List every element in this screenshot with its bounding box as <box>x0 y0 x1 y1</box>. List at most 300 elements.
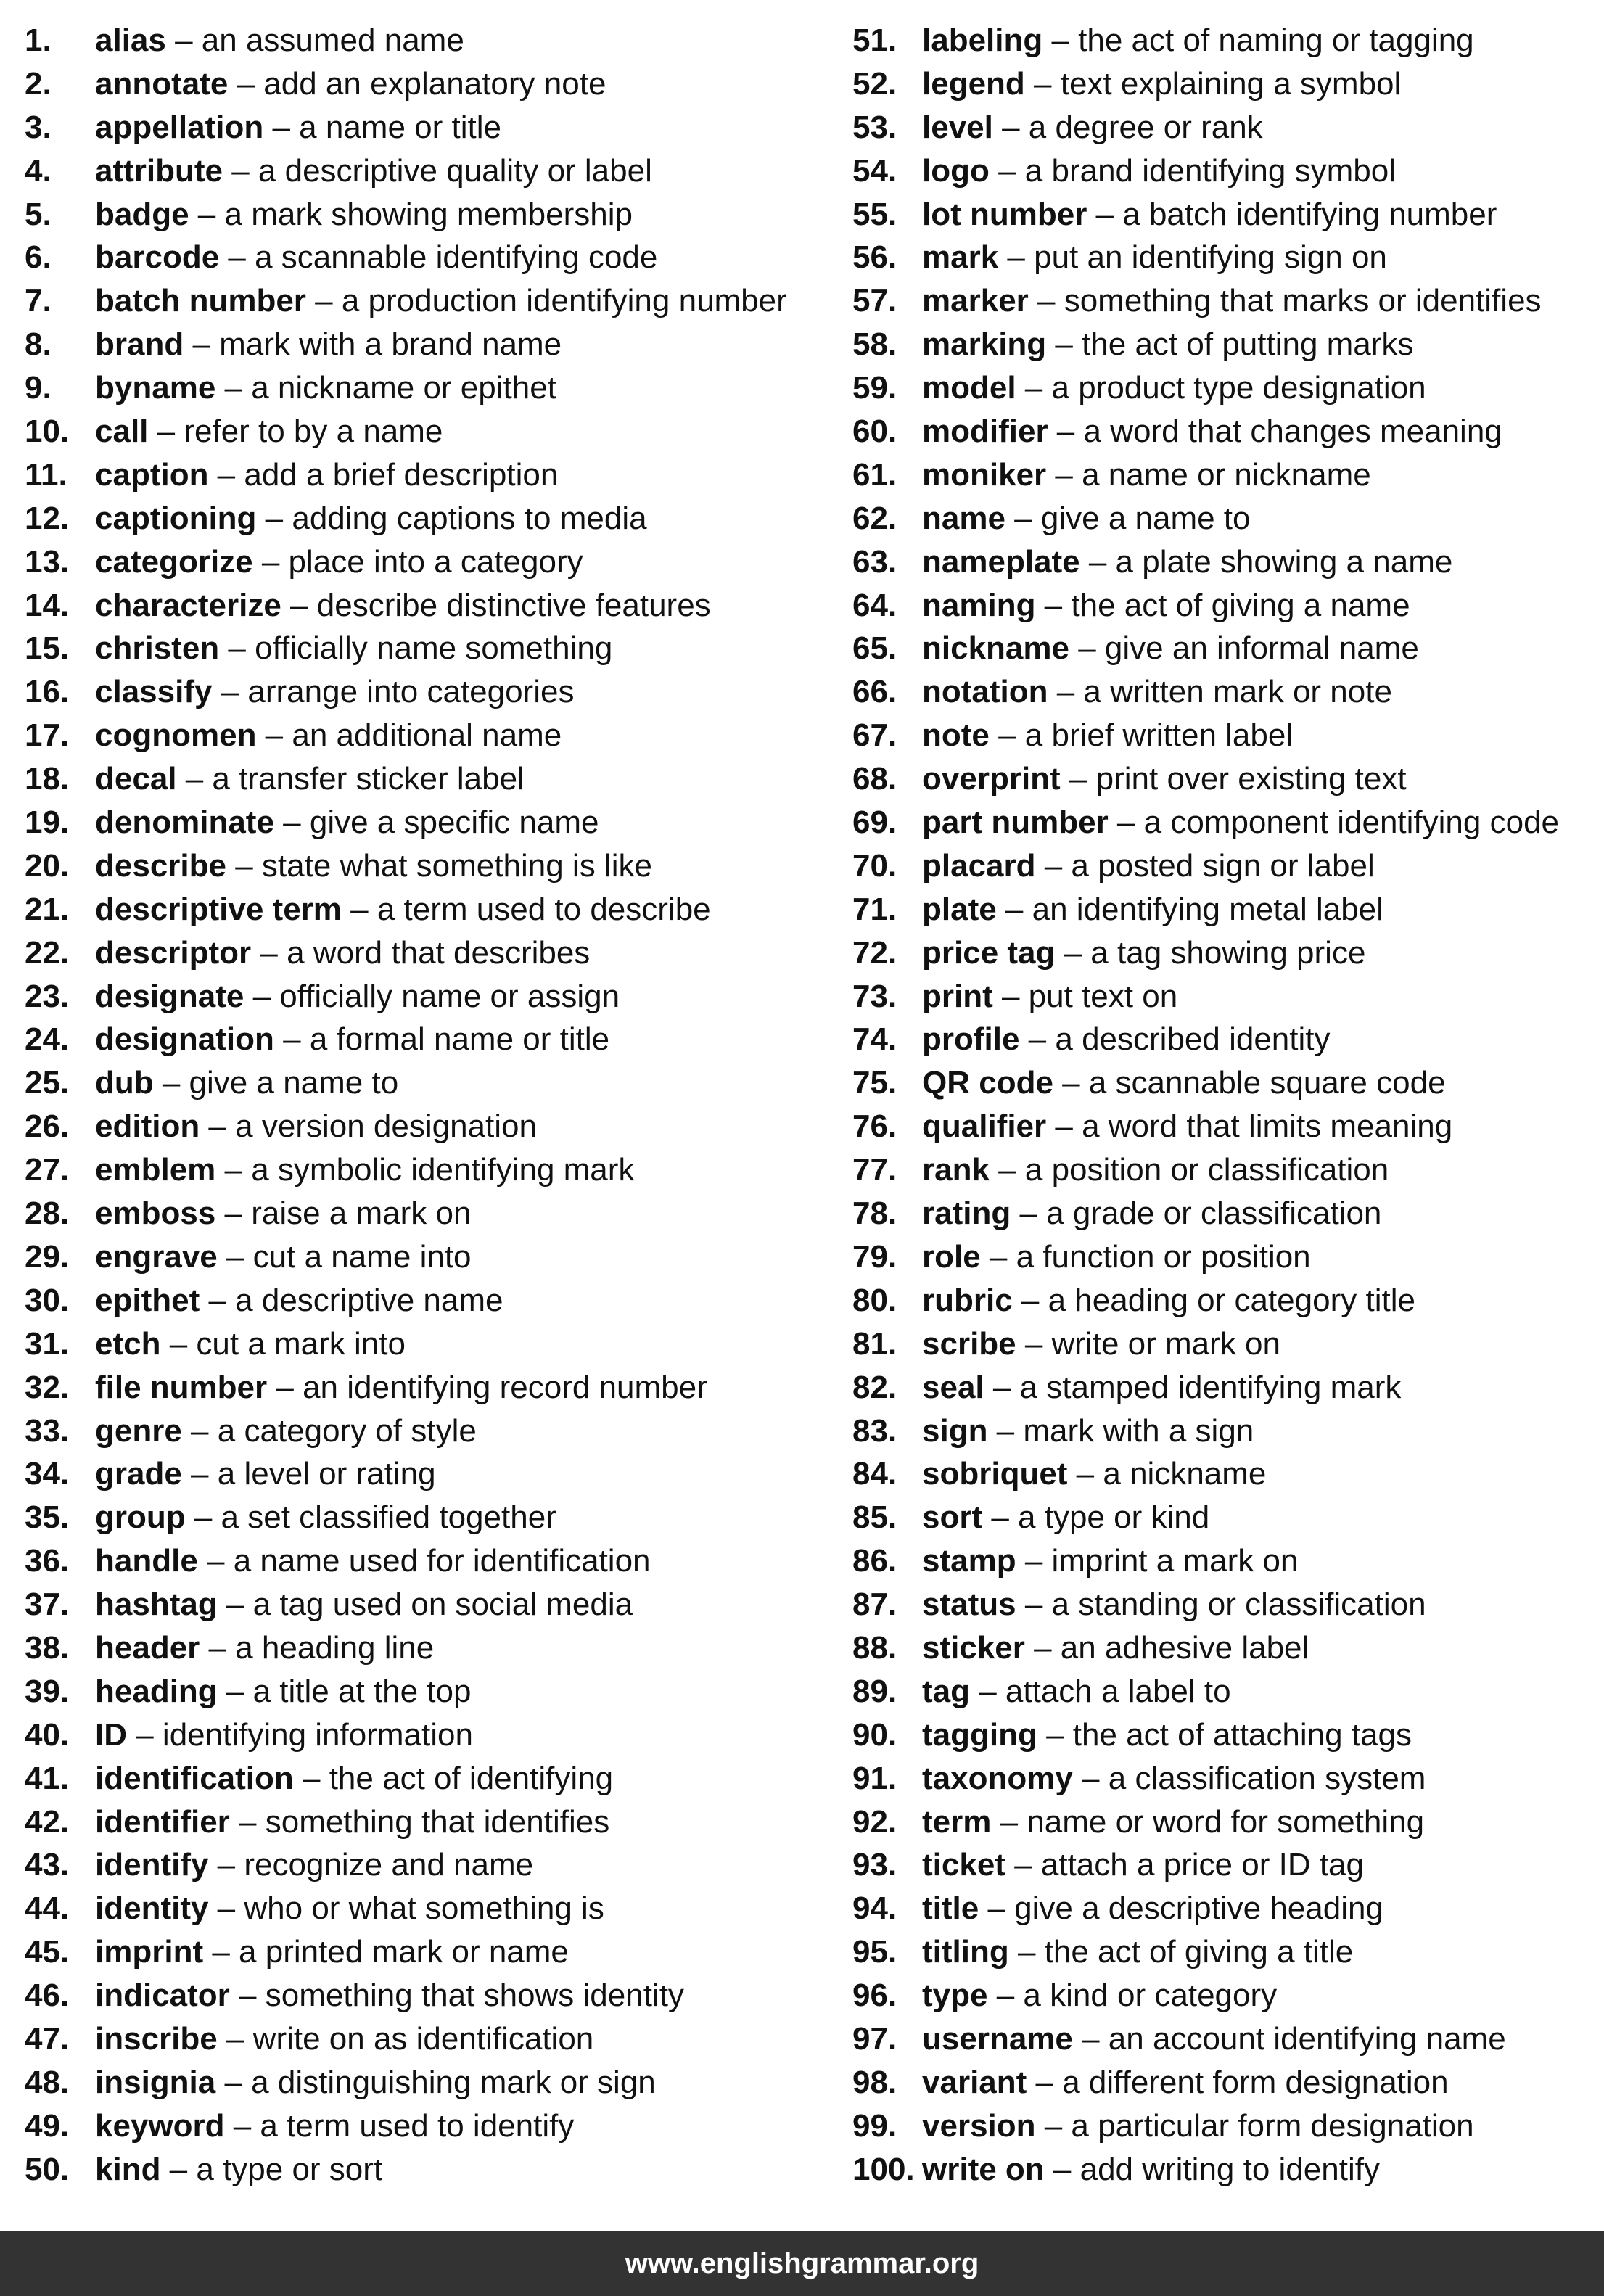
item-text <box>922 1930 1353 1974</box>
item-word: descriptor <box>95 934 252 971</box>
item-definition: – a brand identifying symbol <box>989 152 1396 189</box>
item-definition: – the act of identifying <box>293 1760 614 1796</box>
item-word: batch number <box>95 283 306 319</box>
item-definition: – a plate showing a name <box>1079 543 1453 580</box>
item-definition: – cut a name into <box>217 1238 472 1275</box>
item-text <box>95 1843 533 1887</box>
item-word: imprint <box>95 1934 204 1970</box>
list-item <box>852 453 1600 497</box>
item-text <box>922 279 1542 323</box>
item-text <box>922 1496 1209 1539</box>
item-definition: – a level or rating <box>181 1456 436 1492</box>
item-number: 53. <box>852 109 897 145</box>
item-definition: – something that shows identity <box>229 1978 684 2014</box>
item-text <box>95 1583 633 1626</box>
item-text <box>922 931 1365 975</box>
item-word: version <box>922 2107 1036 2144</box>
item-word: categorize <box>95 543 253 580</box>
item-number: 61. <box>852 456 897 493</box>
list-item <box>25 1887 823 1930</box>
list-item <box>25 627 823 670</box>
item-definition: – officially name something <box>219 630 613 667</box>
item-number: 71. <box>852 891 897 927</box>
item-definition: – a standing or classification <box>1016 1587 1426 1623</box>
item-word: inscribe <box>95 2020 218 2057</box>
list-item <box>25 1105 823 1148</box>
item-definition: – a different form designation <box>1027 2064 1449 2100</box>
item-text <box>922 1018 1331 1061</box>
item-text <box>922 1061 1446 1105</box>
item-text <box>922 453 1371 497</box>
item-number: 31. <box>25 1325 70 1362</box>
item-number: 98. <box>852 2064 897 2100</box>
item-word: naming <box>922 587 1036 623</box>
item-text <box>922 1583 1426 1626</box>
item-number: 47. <box>25 2020 70 2057</box>
item-text <box>922 193 1497 236</box>
item-word: denominate <box>95 805 274 841</box>
item-word: role <box>922 1238 981 1275</box>
item-word: epithet <box>95 1282 200 1318</box>
item-number: 65. <box>852 630 897 667</box>
item-definition: – describe distinctive features <box>281 587 711 623</box>
item-text <box>95 1539 651 1583</box>
item-definition: – state what something is like <box>226 847 652 884</box>
item-number: 14. <box>25 587 70 623</box>
item-definition: – arrange into categories <box>212 674 575 710</box>
item-definition: – a particular form designation <box>1035 2107 1474 2144</box>
list-item <box>852 1235 1600 1279</box>
item-definition: – a title at the top <box>217 1673 472 1709</box>
item-word: kind <box>95 2151 161 2187</box>
item-word: moniker <box>922 456 1047 493</box>
item-definition: – mark with a brand name <box>184 326 562 363</box>
item-number: 83. <box>852 1412 897 1449</box>
item-definition: – a nickname or epithet <box>215 370 556 406</box>
item-word: sign <box>922 1412 988 1449</box>
item-definition: – a scannable identifying code <box>219 239 658 276</box>
list-item <box>25 1235 823 1279</box>
item-text <box>922 801 1559 844</box>
item-definition: – put an identifying sign on <box>998 239 1387 276</box>
item-word: seal <box>922 1369 984 1405</box>
item-word: rank <box>922 1152 990 1188</box>
item-definition: – text explaining a symbol <box>1024 65 1402 102</box>
item-number: 24. <box>25 1021 70 1058</box>
item-definition: – give a specific name <box>273 805 599 841</box>
item-word: marking <box>922 326 1047 363</box>
item-number: 84. <box>852 1456 897 1492</box>
list-item <box>852 1105 1600 1148</box>
item-word: stamp <box>922 1543 1016 1579</box>
item-definition: – a described identity <box>1019 1021 1331 1058</box>
item-definition: – a written mark or note <box>1048 674 1392 710</box>
item-number: 38. <box>25 1629 70 1666</box>
item-word: level <box>922 109 993 145</box>
item-definition: – a word that limits meaning <box>1046 1108 1453 1145</box>
item-number: 41. <box>25 1760 70 1796</box>
item-number: 82. <box>852 1369 897 1405</box>
list-item <box>25 1539 823 1583</box>
item-text <box>95 1887 604 1930</box>
item-number: 9. <box>25 370 52 406</box>
list-item <box>25 2148 823 2192</box>
item-word: keyword <box>95 2107 225 2144</box>
item-text <box>922 1801 1424 1844</box>
item-word: nameplate <box>922 543 1080 580</box>
list-item <box>25 2017 823 2061</box>
item-text <box>95 410 443 453</box>
list-item <box>25 1018 823 1061</box>
item-definition: – a printed mark or name <box>203 1934 569 1970</box>
word-list-column-left <box>25 19 823 2192</box>
item-number: 72. <box>852 934 897 971</box>
item-definition: – a component identifying code <box>1108 805 1560 841</box>
list-item <box>25 801 823 844</box>
item-number: 4. <box>25 152 52 189</box>
item-number: 70. <box>852 847 897 884</box>
item-definition: – a type or sort <box>160 2151 383 2187</box>
item-word: type <box>922 1978 988 2014</box>
item-word: print <box>922 978 993 1014</box>
item-number: 3. <box>25 109 52 145</box>
item-definition: – a descriptive quality or label <box>223 152 652 189</box>
list-item <box>852 931 1600 975</box>
item-word: mark <box>922 239 999 276</box>
item-number: 44. <box>25 1890 70 1927</box>
list-item <box>852 2148 1600 2192</box>
list-item <box>852 1801 1600 1844</box>
item-word: alias <box>95 22 166 58</box>
item-number: 43. <box>25 1847 70 1883</box>
item-number: 11. <box>25 456 67 493</box>
item-number: 56. <box>852 239 897 276</box>
list-item <box>852 2061 1600 2104</box>
item-definition: – the act of giving a name <box>1035 587 1410 623</box>
item-definition: – a scannable square code <box>1053 1065 1446 1101</box>
list-item <box>852 540 1600 584</box>
item-text <box>922 1410 1254 1453</box>
item-definition: – a degree or rank <box>992 109 1263 145</box>
item-number: 100. <box>852 2151 915 2187</box>
list-item <box>25 323 823 366</box>
item-definition: – give an informal name <box>1069 630 1419 667</box>
item-word: plate <box>922 891 997 927</box>
item-word: QR code <box>922 1065 1053 1101</box>
list-item <box>852 1887 1600 1930</box>
list-item <box>852 1279 1600 1322</box>
item-number: 18. <box>25 761 70 797</box>
item-word: indicator <box>95 1978 230 2014</box>
item-number: 66. <box>852 674 897 710</box>
footer-banner <box>0 2231 1604 2296</box>
item-text <box>95 844 652 888</box>
item-number: 32. <box>25 1369 70 1405</box>
item-number: 94. <box>852 1890 897 1927</box>
list-item <box>25 1322 823 1366</box>
list-item <box>852 1366 1600 1410</box>
list-item <box>25 62 823 106</box>
item-text <box>95 236 657 279</box>
item-text <box>922 975 1177 1019</box>
list-item <box>25 2104 823 2148</box>
item-number: 58. <box>852 326 897 363</box>
list-item <box>25 1192 823 1235</box>
item-text <box>922 1974 1277 2017</box>
item-text <box>95 801 599 844</box>
item-text <box>95 1322 406 1366</box>
item-word: modifier <box>922 413 1048 450</box>
item-text <box>922 627 1419 670</box>
list-item <box>25 1366 823 1410</box>
list-item <box>25 975 823 1019</box>
item-number: 27. <box>25 1152 70 1188</box>
item-word: annotate <box>95 65 229 102</box>
item-text <box>95 1713 473 1757</box>
item-word: ticket <box>922 1847 1005 1883</box>
item-number: 2. <box>25 65 52 102</box>
list-item <box>25 410 823 453</box>
item-text <box>922 670 1392 714</box>
item-word: marker <box>922 283 1029 319</box>
item-definition: – print over existing text <box>1060 761 1407 797</box>
item-number: 89. <box>852 1673 897 1709</box>
item-word: titling <box>922 1934 1009 1970</box>
item-number: 30. <box>25 1282 70 1318</box>
item-number: 12. <box>25 500 70 536</box>
item-number: 55. <box>852 196 897 232</box>
item-number: 68. <box>852 761 897 797</box>
list-item <box>852 757 1600 801</box>
item-definition: – place into a category <box>252 543 583 580</box>
list-item <box>25 1452 823 1496</box>
item-definition: – an additional name <box>256 717 562 754</box>
item-text <box>95 1192 471 1235</box>
item-number: 29. <box>25 1238 70 1275</box>
item-number: 64. <box>852 587 897 623</box>
item-text <box>922 888 1383 931</box>
list-item <box>25 888 823 931</box>
footer-url[interactable]: www.englishgrammar.org <box>625 2247 979 2279</box>
item-definition: – an identifying metal label <box>996 891 1383 927</box>
item-text <box>95 1452 436 1496</box>
item-number: 5. <box>25 196 52 232</box>
item-text <box>922 1322 1280 1366</box>
item-number: 77. <box>852 1152 897 1188</box>
list-item <box>25 497 823 540</box>
list-item <box>25 19 823 62</box>
item-definition: – recognize and name <box>208 1847 534 1883</box>
item-number: 28. <box>25 1196 70 1232</box>
item-word: header <box>95 1629 200 1666</box>
list-item <box>852 62 1600 106</box>
item-number: 54. <box>852 152 897 189</box>
item-text <box>922 844 1375 888</box>
item-number: 42. <box>25 1803 70 1840</box>
list-item <box>852 279 1600 323</box>
list-item <box>852 2017 1600 2061</box>
list-item <box>852 1713 1600 1757</box>
item-definition: – a set classified together <box>185 1499 556 1536</box>
list-item <box>852 670 1600 714</box>
item-text <box>95 323 562 366</box>
item-definition: – a distinguishing mark or sign <box>215 2064 656 2100</box>
item-number: 22. <box>25 934 70 971</box>
item-definition: – an assumed name <box>165 22 464 58</box>
item-word: group <box>95 1499 186 1536</box>
item-text <box>95 279 787 323</box>
item-text <box>922 1366 1401 1410</box>
item-definition: – a batch identifying number <box>1087 196 1497 232</box>
item-definition: – a descriptive name <box>200 1282 503 1318</box>
item-text <box>922 757 1407 801</box>
item-number: 1. <box>25 22 52 58</box>
item-word: write on <box>922 2151 1045 2187</box>
item-number: 13. <box>25 543 70 580</box>
list-item <box>852 19 1600 62</box>
item-word: ID <box>95 1716 127 1753</box>
list-item <box>852 1757 1600 1801</box>
item-definition: – name or word for something <box>991 1803 1425 1840</box>
list-item <box>852 801 1600 844</box>
item-definition: – attach a price or ID tag <box>1005 1847 1364 1883</box>
item-definition: – adding captions to media <box>256 500 647 536</box>
list-item <box>25 1583 823 1626</box>
list-item <box>852 1974 1600 2017</box>
list-item <box>852 1539 1600 1583</box>
item-text <box>95 584 711 628</box>
item-number: 21. <box>25 891 70 927</box>
item-word: file number <box>95 1369 268 1405</box>
item-number: 97. <box>852 2020 897 2057</box>
item-number: 10. <box>25 413 70 450</box>
item-text <box>95 2148 382 2192</box>
item-word: designation <box>95 1021 274 1058</box>
list-item <box>25 453 823 497</box>
item-number: 75. <box>852 1065 897 1101</box>
item-definition: – a posted sign or label <box>1035 847 1375 884</box>
item-text <box>922 497 1251 540</box>
item-definition: – something that marks or identifies <box>1028 283 1542 319</box>
item-text <box>95 1410 477 1453</box>
item-word: edition <box>95 1108 200 1145</box>
list-item <box>25 1713 823 1757</box>
item-word: call <box>95 413 149 450</box>
list-item <box>852 2104 1600 2148</box>
list-item <box>852 1192 1600 1235</box>
list-item <box>852 584 1600 628</box>
item-word: byname <box>95 370 216 406</box>
item-word: genre <box>95 1412 182 1449</box>
item-text <box>95 497 647 540</box>
item-text <box>922 366 1426 410</box>
item-word: variant <box>922 2064 1027 2100</box>
item-number: 92. <box>852 1803 897 1840</box>
item-word: handle <box>95 1543 198 1579</box>
item-text <box>922 1670 1231 1713</box>
item-number: 48. <box>25 2064 70 2100</box>
item-number: 36. <box>25 1543 70 1579</box>
item-text <box>922 1713 1412 1757</box>
item-word: characterize <box>95 587 281 623</box>
item-number: 7. <box>25 283 52 319</box>
item-text <box>922 149 1396 193</box>
item-definition: – identifying information <box>127 1716 473 1753</box>
item-word: classify <box>95 674 213 710</box>
item-word: tagging <box>922 1716 1037 1753</box>
item-definition: – cut a mark into <box>160 1325 406 1362</box>
item-number: 93. <box>852 1847 897 1883</box>
item-number: 51. <box>852 22 897 58</box>
list-item <box>852 410 1600 453</box>
item-text <box>95 366 556 410</box>
list-item <box>25 106 823 149</box>
item-text <box>922 410 1502 453</box>
item-word: grade <box>95 1456 182 1492</box>
list-item <box>25 1974 823 2017</box>
item-definition: – a word that describes <box>251 934 591 971</box>
item-text <box>922 1192 1381 1235</box>
item-word: overprint <box>922 761 1061 797</box>
item-text <box>95 2017 593 2061</box>
item-number: 40. <box>25 1716 70 1753</box>
item-text <box>95 1757 613 1801</box>
item-definition: – a grade or classification <box>1011 1196 1382 1232</box>
list-item <box>25 714 823 757</box>
list-item <box>25 584 823 628</box>
item-definition: – imprint a mark on <box>1016 1543 1299 1579</box>
list-item <box>852 149 1600 193</box>
item-text <box>95 1105 537 1148</box>
item-definition: – something that identifies <box>229 1803 610 1840</box>
item-word: caption <box>95 456 209 493</box>
item-text <box>95 1235 472 1279</box>
item-text <box>922 1539 1298 1583</box>
item-number: 16. <box>25 674 70 710</box>
item-word: barcode <box>95 239 220 276</box>
item-word: username <box>922 2020 1073 2057</box>
list-item <box>852 1061 1600 1105</box>
item-text <box>95 1930 569 1974</box>
item-word: sobriquet <box>922 1456 1068 1492</box>
item-number: 85. <box>852 1499 897 1536</box>
item-text <box>922 62 1401 106</box>
item-text <box>95 1279 503 1322</box>
item-word: note <box>922 717 990 754</box>
item-number: 35. <box>25 1499 70 1536</box>
item-text <box>922 2104 1474 2148</box>
item-word: dub <box>95 1065 154 1101</box>
item-word: badge <box>95 196 189 232</box>
item-definition: – give a name to <box>153 1065 399 1101</box>
list-item <box>852 193 1600 236</box>
item-word: status <box>922 1587 1016 1623</box>
item-definition: – mark with a sign <box>987 1412 1254 1449</box>
item-number: 50. <box>25 2151 70 2187</box>
item-word: qualifier <box>922 1108 1047 1145</box>
item-number: 25. <box>25 1065 70 1101</box>
item-text <box>922 2148 1380 2192</box>
list-item <box>852 975 1600 1019</box>
item-number: 80. <box>852 1282 897 1318</box>
item-word: scribe <box>922 1325 1016 1362</box>
list-item <box>25 1496 823 1539</box>
item-text <box>95 453 558 497</box>
item-definition: – a category of style <box>181 1412 477 1449</box>
item-text <box>95 1626 434 1670</box>
list-item <box>25 1930 823 1974</box>
item-word: taxonomy <box>922 1760 1073 1796</box>
